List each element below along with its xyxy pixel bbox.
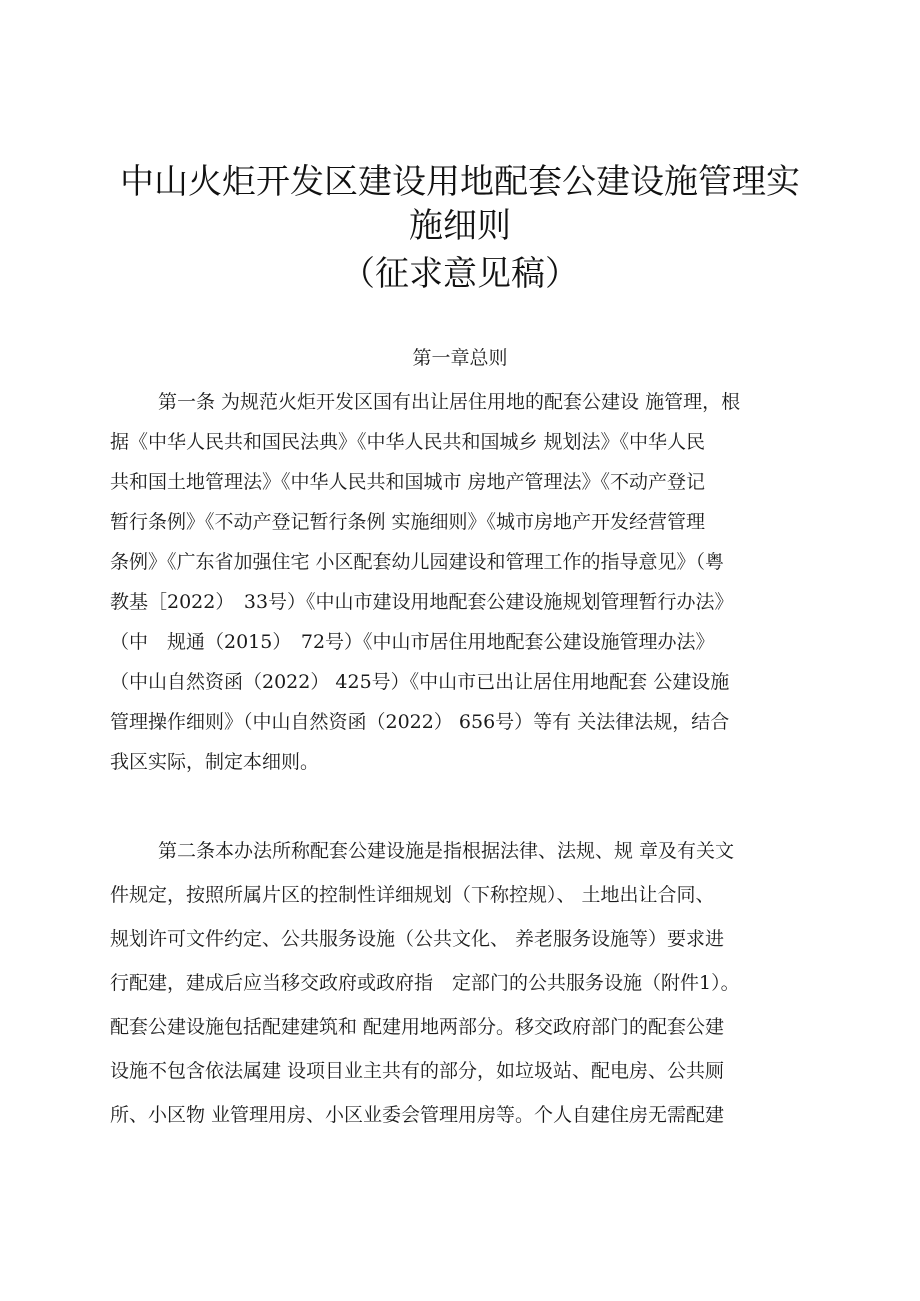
paragraph-line: 所、小区物 业管理用房、小区业委会管理用房等。个人自建住房无需配建: [110, 1104, 725, 1126]
title-line-1: 中山火炬开发区建设用地配套公建设施管理实: [120, 162, 800, 202]
paragraph-line: 行配建，建成后应当移交政府或政府指 定部门的公共服务设施（附件1）。: [110, 972, 740, 994]
paragraph-line: 第一条 为规范火炬开发区国有出让居住用地的配套公建设 施管理，根: [158, 391, 741, 413]
document-title: [60, 160, 860, 296]
paragraph-line: 我区实际，制定本细则。: [110, 751, 320, 773]
paragraph-line: 配套公建设施包括配建建筑和 配建用地两部分。移交政府部门的配套公建: [110, 1016, 725, 1038]
paragraph-line: 第二条本办法所称配套公建设施是指根据法律、法规、规 章及有关文: [158, 840, 735, 862]
paragraph-line: 暂行条例》《不动产登记暂行条例 实施细则》《城市房地产开发经营管理: [110, 511, 706, 533]
article-1-paragraph: [110, 382, 830, 782]
article-2-paragraph: [110, 829, 830, 1137]
paragraph-line: 共和国土地管理法》《中华人民共和国城市 房地产管理法》《不动产登记: [110, 471, 706, 493]
paragraph-line: 据《中华人民共和国民法典》《中华人民共和国城乡 规划法》《中华人民: [110, 431, 706, 453]
paragraph-line: 管理操作细则》（中山自然资函（2022） 656号）等有 关法律法规，结合: [110, 711, 730, 733]
paragraph-line: 教基［2022） 33号）《中山市建设用地配套公建设施规划管理暂行办法》: [110, 591, 734, 613]
title-line-2: 施细则: [409, 206, 511, 246]
paragraph-line: 设施不包含依法属建 设项目业主共有的部分，如垃圾站、配电房、公共厕: [110, 1060, 725, 1082]
paragraph-line: 件规定，按照所属片区的控制性详细规划（下称控规）、 土地出让合同、: [110, 884, 715, 906]
paragraph-line: 规划许可文件约定、公共服务设施（公共文化、 养老服务设施等）要求进: [110, 928, 725, 950]
paragraph-line: （中 规通（2015） 72号）《中山市居住用地配套公建设施管理办法》: [110, 631, 715, 653]
title-line-3: （征求意见稿）: [341, 254, 579, 294]
paragraph-line: （中山自然资函（2022） 425号）《中山市已出让居住用地配套 公建设施: [110, 671, 730, 693]
chapter-heading: 第一章总则: [412, 347, 508, 369]
paragraph-line: 条例》《广东省加强住宅 小区配套幼儿园建设和管理工作的指导意见》（粤: [110, 551, 725, 573]
